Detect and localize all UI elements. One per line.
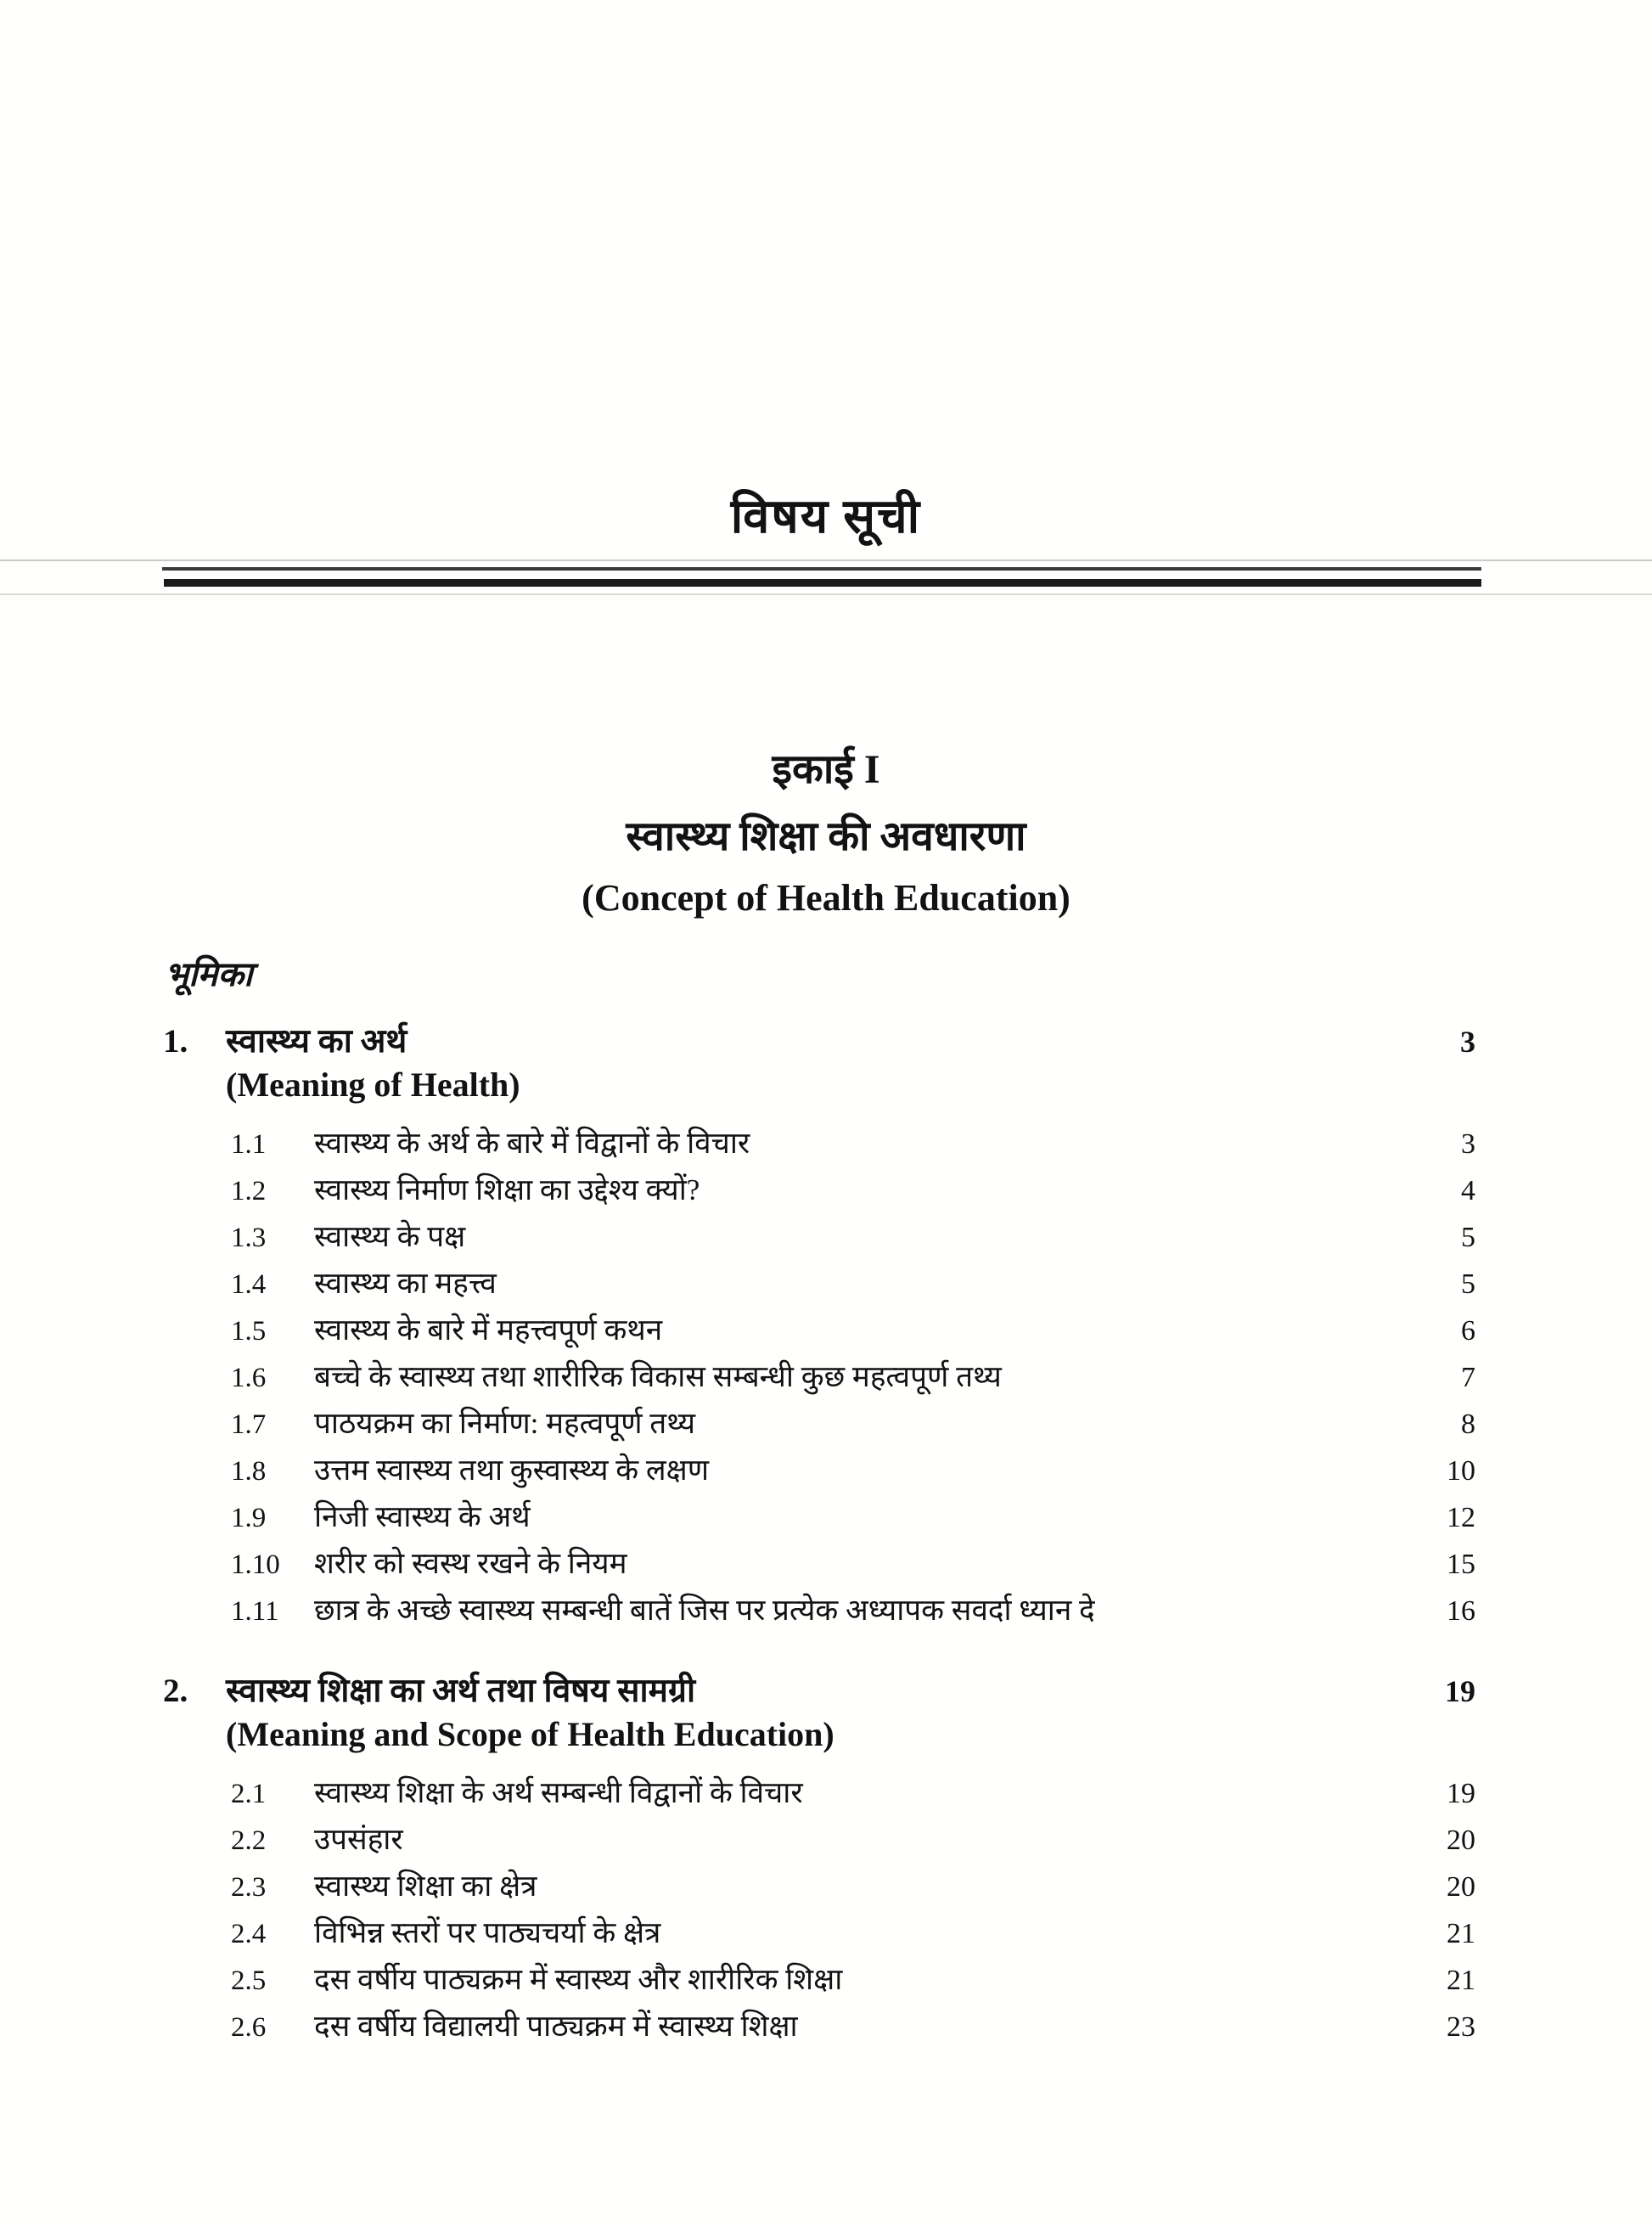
toc-item-page: 7	[1461, 1362, 1475, 1393]
toc-item-number: 1.4	[231, 1269, 267, 1300]
toc-item-page: 8	[1461, 1409, 1475, 1440]
toc-item-title: पाठयक्रम का निर्माण: महत्वपूर्ण तथ्य	[314, 1407, 696, 1440]
toc-item-number: 2.4	[231, 1919, 267, 1949]
section-number: 2.	[163, 1673, 188, 1709]
toc-item-number: 1.6	[231, 1363, 267, 1393]
toc-item-title: छात्र के अच्छे स्वास्थ्य सम्बन्धी बातें जिस पर प्रत्येक अध्यापक सवर्दा ध्यान दे	[314, 1594, 1095, 1627]
unit-label: इकाई I	[772, 747, 880, 792]
section-title-english: (Meaning of Health)	[226, 1066, 520, 1104]
toc-item-page: 21	[1447, 1965, 1475, 1996]
toc-item-title: दस वर्षीय पाठ्यक्रम में स्वास्थ्य और शारीरिक शिक्षा	[314, 1963, 843, 1996]
toc-item	[163, 1309, 1475, 1356]
section-items	[163, 1122, 1475, 1636]
toc-item-page: 20	[1447, 1871, 1475, 1903]
toc-item-page: 5	[1461, 1268, 1475, 1300]
toc-item-title: स्वास्थ्य का महत्त्व	[314, 1267, 497, 1300]
divider-thick-rule	[164, 579, 1481, 587]
section-title-english: (Meaning and Scope of Health Education)	[226, 1715, 834, 1753]
toc-item-number: 1.1	[231, 1129, 267, 1160]
toc-item-title: स्वास्थ्य शिक्षा के अर्थ सम्बन्धी विद्वानों के विचार	[314, 1776, 803, 1809]
section-heading	[163, 1667, 1475, 1714]
toc-item	[163, 1122, 1475, 1169]
toc-item-title: निजी स्वास्थ्य के अर्थ	[314, 1500, 531, 1533]
section-title-hindi: स्वास्थ्य शिक्षा का अर्थ तथा विषय सामग्री	[226, 1673, 696, 1709]
toc-item-page: 4	[1461, 1175, 1475, 1206]
section-heading	[163, 1017, 1475, 1065]
section-items	[163, 1772, 1475, 2052]
toc-item-title: स्वास्थ्य के पक्ष	[314, 1220, 466, 1253]
toc-item-title: उपसंहार	[314, 1823, 403, 1856]
toc-item	[163, 1356, 1475, 1403]
toc-item	[163, 1772, 1475, 1819]
toc-item-title: दस वर्षीय विद्यालयी पाठ्यक्रम में स्वास्थ्य शिक्षा	[314, 2010, 798, 2043]
toc-item	[163, 1912, 1475, 1959]
toc-section	[163, 1017, 1475, 1636]
toc-item-number: 1.5	[231, 1316, 267, 1347]
toc-item-number: 2.6	[231, 2012, 267, 2043]
unit-title-english: (Concept of Health Education)	[582, 877, 1070, 919]
toc-item-number: 1.3	[231, 1223, 267, 1253]
page-title: विषय सूची	[730, 491, 922, 543]
toc-item-page: 23	[1447, 2011, 1475, 2043]
unit-header	[0, 740, 1652, 919]
toc-item-number: 1.11	[231, 1596, 279, 1627]
divider-thin-rule	[162, 567, 1481, 571]
toc-item	[163, 1819, 1475, 1865]
toc-item-title: शरीर को स्वस्थ रखने के नियम	[314, 1547, 627, 1580]
toc-item	[163, 1169, 1475, 1216]
toc-item-page: 12	[1447, 1502, 1475, 1533]
section-title-hindi: स्वास्थ्य का अर्थ	[226, 1023, 407, 1060]
section-page-number: 3	[1460, 1025, 1475, 1059]
toc-item	[163, 1496, 1475, 1543]
table-of-contents	[163, 1017, 1475, 2069]
toc-item	[163, 1589, 1475, 1636]
toc-item	[163, 1959, 1475, 2005]
toc-item-title: उत्तम स्वास्थ्य तथा कुस्वास्थ्य के लक्षण	[314, 1454, 710, 1487]
toc-item-title: स्वास्थ्य के अर्थ के बारे में विद्वानों के विचार	[314, 1127, 750, 1160]
toc-item-page: 16	[1447, 1595, 1475, 1627]
toc-item-number: 1.10	[231, 1549, 280, 1580]
toc-item	[163, 1865, 1475, 1912]
toc-item-number: 2.5	[231, 1965, 267, 1996]
toc-item	[163, 2005, 1475, 2052]
toc-item-title: बच्चे के स्वास्थ्य तथा शारीरिक विकास सम्बन्धी कुछ महत्वपूर्ण तथ्य	[314, 1360, 1002, 1393]
toc-item-number: 1.8	[231, 1456, 267, 1487]
toc-item	[163, 1263, 1475, 1309]
toc-item-title: स्वास्थ्य शिक्षा का क्षेत्र	[314, 1870, 537, 1903]
toc-item-page: 10	[1447, 1455, 1475, 1487]
section-page-number: 19	[1445, 1674, 1475, 1708]
toc-item-title: स्वास्थ्य के बारे में महत्त्वपूर्ण कथन	[314, 1313, 663, 1347]
toc-item	[163, 1216, 1475, 1263]
toc-item-number: 2.3	[231, 1872, 267, 1903]
toc-item-number: 1.9	[231, 1503, 267, 1533]
toc-item-page: 15	[1447, 1549, 1475, 1580]
divider-faint-line-bottom	[0, 593, 1652, 595]
section-number: 1.	[163, 1023, 188, 1060]
toc-item-number: 1.7	[231, 1409, 267, 1440]
divider-faint-line-top	[0, 560, 1652, 561]
toc-item	[163, 1449, 1475, 1496]
toc-item	[163, 1543, 1475, 1589]
toc-section	[163, 1667, 1475, 2052]
toc-item-number: 1.2	[231, 1176, 267, 1206]
preface-label: भूमिका	[165, 955, 253, 993]
toc-item-number: 2.1	[231, 1779, 267, 1809]
toc-item-number: 2.2	[231, 1825, 267, 1856]
toc-item-page: 19	[1447, 1778, 1475, 1809]
toc-item-page: 6	[1461, 1315, 1475, 1347]
toc-item-page: 3	[1461, 1128, 1475, 1160]
toc-item-page: 21	[1447, 1918, 1475, 1949]
toc-item-title: विभिन्न स्तरों पर पाठ्यचर्या के क्षेत्र	[314, 1916, 661, 1949]
toc-item	[163, 1403, 1475, 1449]
toc-item-page: 5	[1461, 1222, 1475, 1253]
toc-item-title: स्वास्थ्य निर्माण शिक्षा का उद्देश्य क्यों?	[314, 1173, 700, 1206]
unit-title-hindi: स्वास्थ्य शिक्षा की अवधारणा	[626, 814, 1026, 859]
toc-item-page: 20	[1447, 1825, 1475, 1856]
